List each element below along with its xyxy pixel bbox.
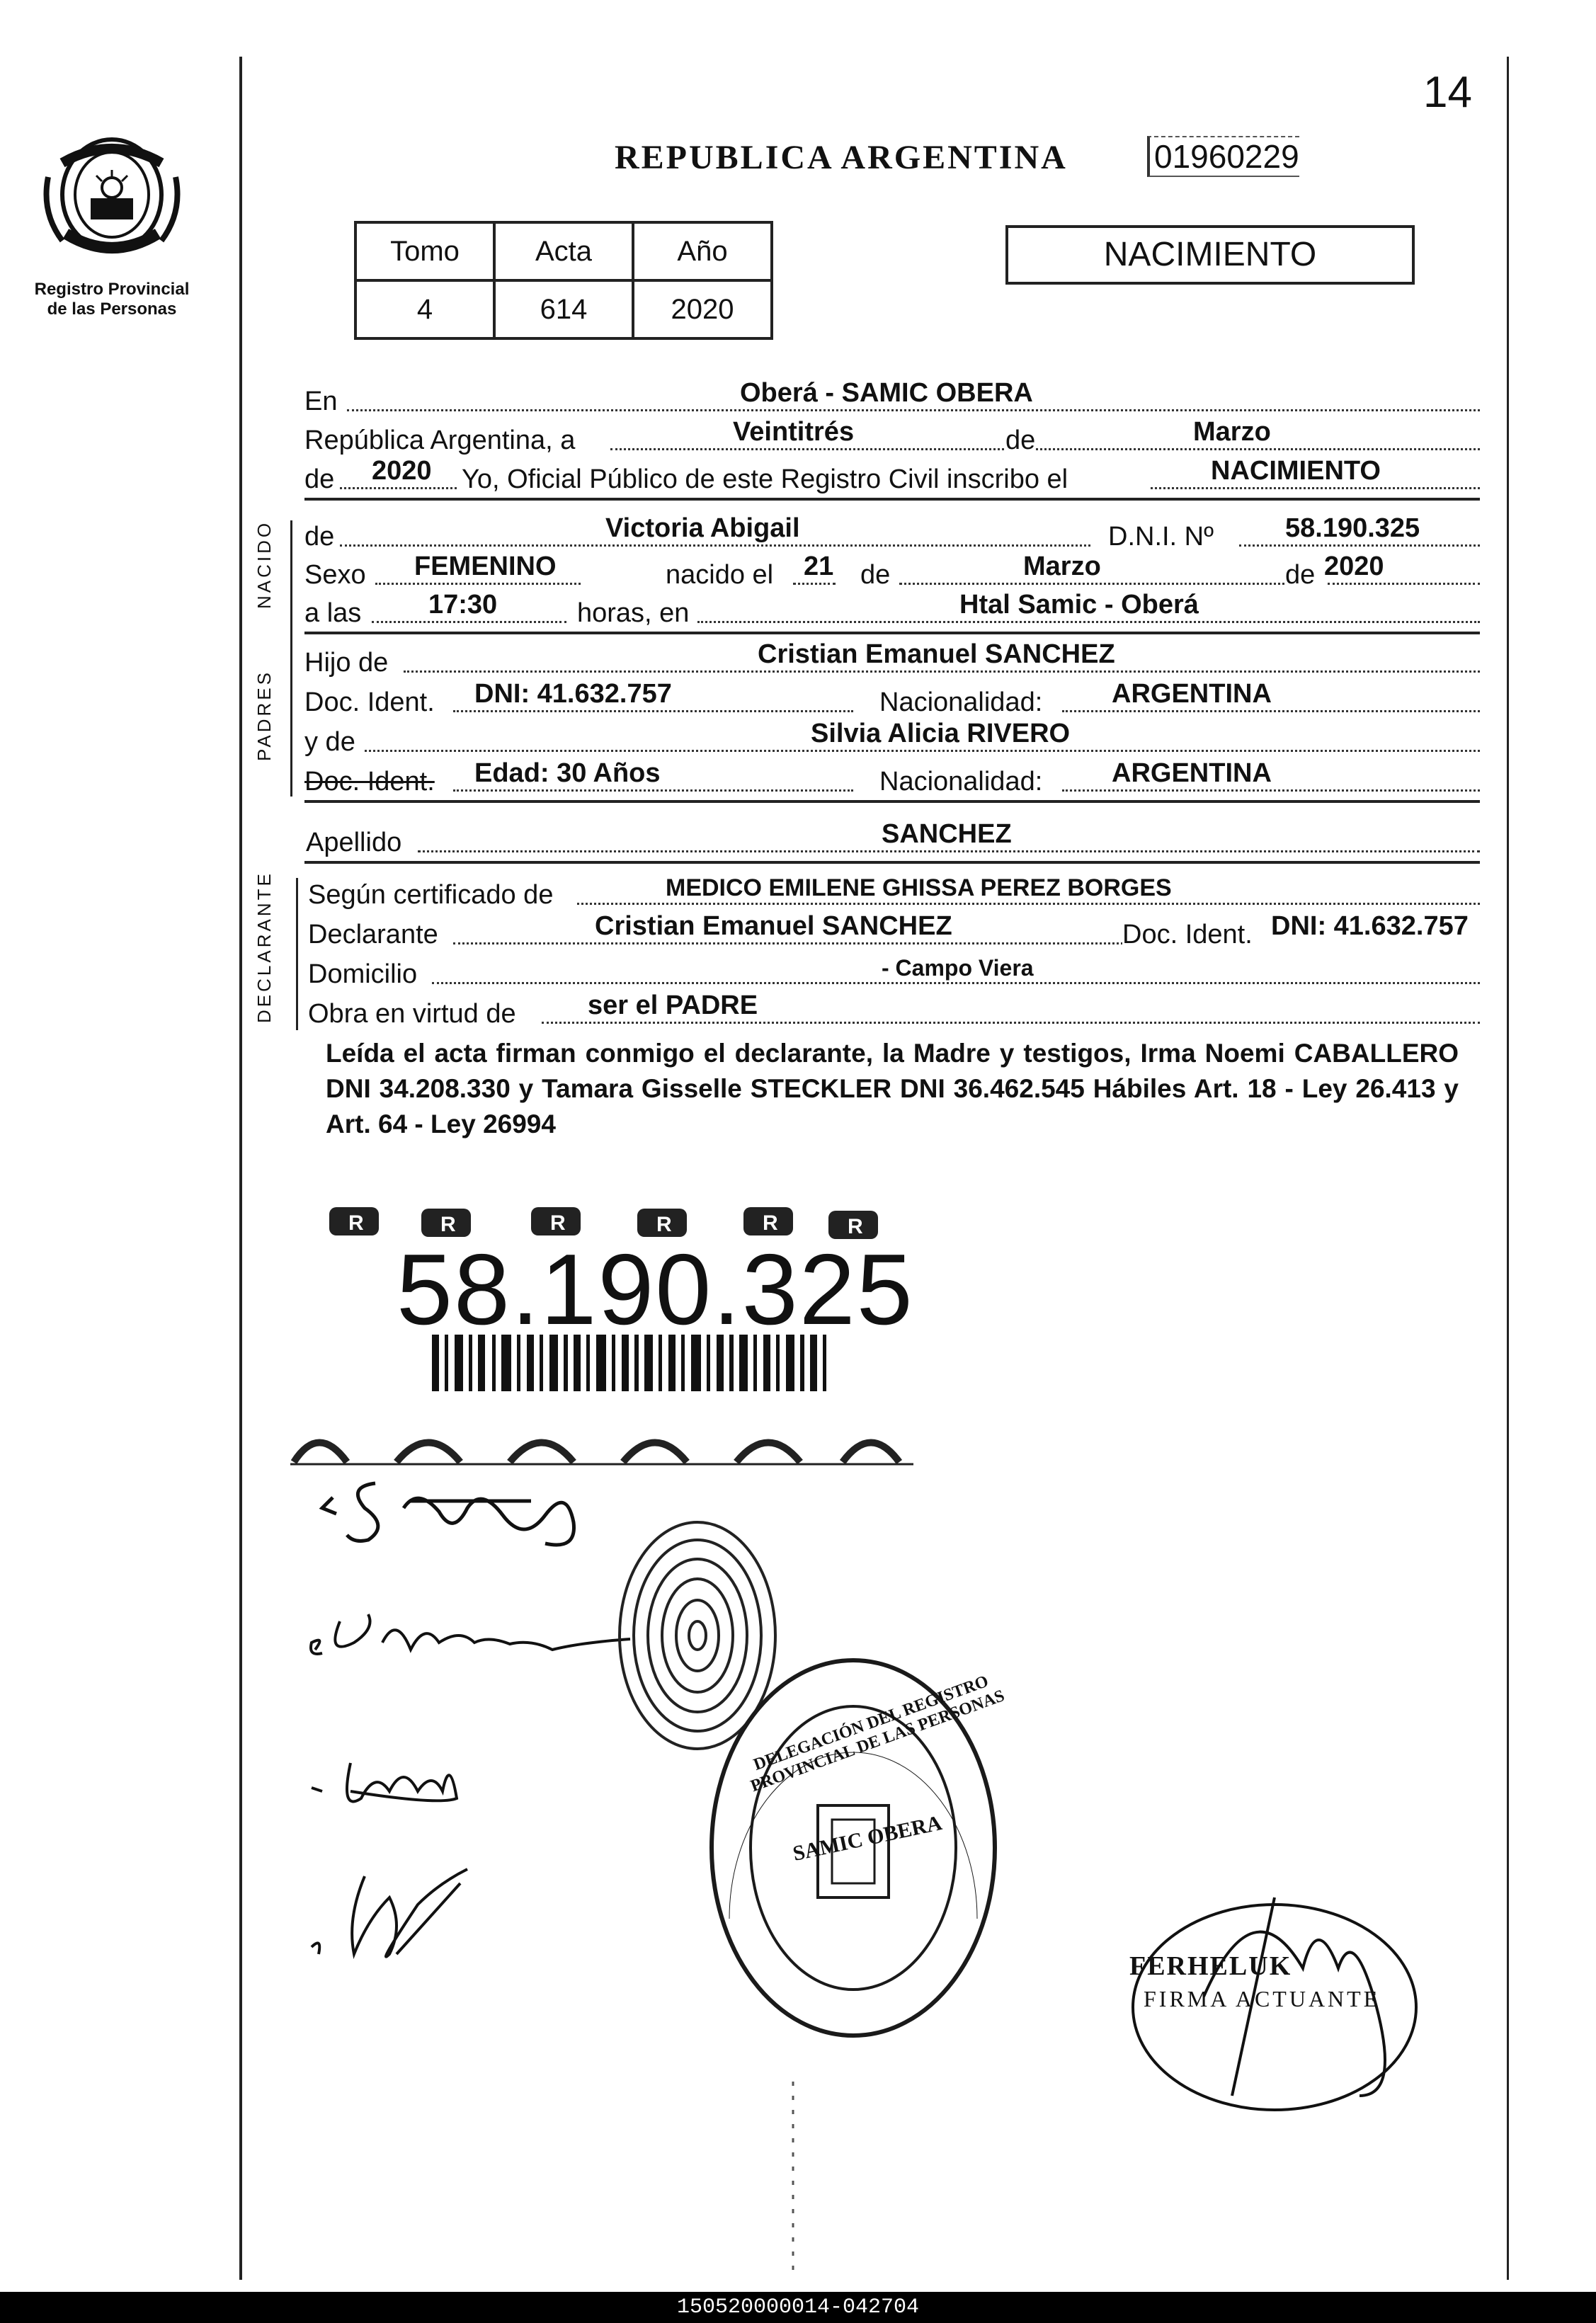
- label-certificado: Según certificado de: [308, 880, 554, 910]
- svg-text:R: R: [848, 1215, 863, 1238]
- official-stamp-name: FERHELUK: [1129, 1951, 1292, 1981]
- row-en: [304, 379, 1480, 418]
- reading-statement: Leída el acta firman conmigo el declarante, la Madre y testigos, Irma Noemi CABALLERO DNI 34.208.330 y Tamara Gisselle STECKLER DNI 36.462.545 Hábiles Art. 18 - Ley 26.413 y Art. 64 - Ley 26994: [326, 1039, 1459, 1138]
- value-mother-name: Silvia Alicia RIVERO: [811, 719, 1071, 748]
- value-mother-nationality: ARGENTINA: [1112, 758, 1272, 788]
- row-nacido-name: [304, 514, 1480, 554]
- row-father-doc: [304, 680, 1480, 719]
- document-title: REPUBLICA ARGENTINA: [615, 139, 1068, 176]
- row-hora: [304, 590, 1480, 630]
- label-de-name: de: [304, 522, 335, 552]
- value-father-doc: DNI: 41.632.757: [474, 679, 672, 709]
- label-sexo: Sexo: [304, 560, 366, 590]
- value-father-nationality: ARGENTINA: [1112, 679, 1272, 709]
- value-declarante-doc: DNI: 41.632.757: [1271, 911, 1469, 941]
- stamp-office-text: SAMIC OBERA: [790, 1811, 945, 1866]
- row-apellido: [304, 820, 1480, 860]
- label-doc-ident: Doc. Ident.: [304, 687, 435, 717]
- value-child-dni: 58.190.325: [1285, 513, 1420, 543]
- value-mother-doc: Edad: 30 Años: [474, 758, 661, 788]
- row-domicilio: [304, 952, 1480, 991]
- official-stamp-title: FIRMA ACTUANTE: [1144, 1986, 1381, 2011]
- registry-table: [354, 221, 773, 340]
- label-de-birth-year: de: [1285, 560, 1316, 590]
- label-de: de: [1005, 426, 1036, 455]
- label-de-year: de: [304, 464, 335, 494]
- value-birth-place: Htal Samic - Oberá: [959, 590, 1199, 620]
- signature-witness-1-icon: [311, 1614, 630, 1654]
- section-nacido-label: NACIDO: [253, 520, 275, 609]
- value-time: 17:30: [428, 590, 498, 620]
- value-inscribe: NACIMIENTO: [1211, 456, 1381, 486]
- left-margin-rule: [239, 57, 242, 2280]
- value-birth-year: 2020: [1324, 552, 1384, 581]
- value-obra: ser el PADRE: [588, 991, 758, 1020]
- label-declarante: Declarante: [308, 920, 438, 949]
- page-number: 14: [1423, 68, 1472, 117]
- row-y-de: [304, 719, 1480, 759]
- svg-text:R: R: [763, 1211, 778, 1235]
- value-child-name: Victoria Abigail: [605, 513, 800, 543]
- svg-text:R: R: [440, 1213, 456, 1236]
- table-value-acta: 614: [494, 280, 633, 338]
- row-declarante: [304, 912, 1480, 952]
- agency-name-line2: de las Personas: [47, 299, 177, 319]
- svg-text:R: R: [550, 1211, 566, 1235]
- row-certificado: [304, 872, 1480, 912]
- label-apellido: Apellido: [306, 828, 402, 857]
- label-doc-ident-decl: Doc. Ident.: [1122, 920, 1253, 949]
- provincial-seal-icon: [38, 120, 186, 276]
- row-inscribe: [304, 457, 1480, 496]
- barcode-number: 58.190.325: [397, 1233, 914, 1346]
- table-header-anio: Año: [633, 222, 772, 280]
- label-inscribe: Yo, Oficial Público de este Registro Civil inscribo el: [462, 464, 1068, 494]
- label-doc-ident-struck: Doc. Ident.: [304, 767, 435, 797]
- value-declarante: Cristian Emanuel SANCHEZ: [595, 911, 952, 941]
- row-hijo-de: [304, 640, 1480, 680]
- table-header-acta: Acta: [494, 222, 633, 280]
- label-nacido-el: nacido el: [666, 560, 774, 590]
- signature-witness-2-icon: [312, 1763, 457, 1801]
- value-place: Oberá - SAMIC OBERA: [740, 378, 1033, 408]
- label-en: En: [304, 387, 338, 416]
- signature-declarant-icon: [322, 1483, 574, 1545]
- label-y-de: y de: [304, 727, 355, 757]
- label-horas-en: horas, en: [577, 598, 690, 628]
- value-birth-month: Marzo: [1023, 552, 1101, 581]
- value-year: 2020: [372, 456, 432, 486]
- stamp-ring-text: DELEGACIÓN DEL REGISTRO PROVINCIAL DE LAS PERSONAS: [748, 1672, 1008, 1796]
- section-padres-label: PADRES: [253, 670, 275, 761]
- value-day-words: Veintitrés: [733, 417, 855, 447]
- document-footer-id: 150520000014-042704: [0, 2292, 1596, 2323]
- row-mother-doc: [304, 759, 1480, 799]
- value-birth-day: 21: [804, 552, 834, 581]
- label-republica: República Argentina, a: [304, 426, 576, 455]
- record-type-box: NACIMIENTO: [1005, 225, 1415, 285]
- table-value-tomo: 4: [355, 280, 494, 338]
- value-father-name: Cristian Emanuel SANCHEZ: [758, 639, 1115, 669]
- value-apellido: SANCHEZ: [882, 819, 1012, 849]
- label-obra: Obra en virtud de: [308, 999, 516, 1029]
- registry-logo: [27, 120, 197, 333]
- agency-name-line1: Registro Provincial: [34, 280, 190, 299]
- label-dni: D.N.I. Nº: [1108, 522, 1214, 552]
- svg-text:R: R: [656, 1213, 672, 1236]
- label-domicilio: Domicilio: [308, 959, 418, 989]
- svg-text:R: R: [348, 1211, 364, 1235]
- table-value-anio: 2020: [633, 280, 772, 338]
- value-sexo: FEMENINO: [414, 552, 557, 581]
- value-domicilio: - Campo Viera: [882, 955, 1034, 981]
- label-nacionalidad-2: Nacionalidad:: [879, 767, 1043, 797]
- label-a-las: a las: [304, 598, 362, 628]
- label-hijo-de: Hijo de: [304, 648, 389, 678]
- signature-mother-icon: [312, 1869, 467, 1957]
- serial-number: 01960229: [1147, 136, 1299, 177]
- row-obra: [304, 991, 1480, 1031]
- section-declarante-label: DECLARANTE: [253, 871, 275, 1023]
- row-republica: [304, 418, 1480, 457]
- signatures-and-stamps: [297, 1459, 1501, 2273]
- table-header-tomo: Tomo: [355, 222, 494, 280]
- label-de-month: de: [860, 560, 891, 590]
- right-margin-rule: [1507, 57, 1509, 2280]
- label-nacionalidad: Nacionalidad:: [879, 687, 1043, 717]
- value-certificado: MEDICO EMILENE GHISSA PEREZ BORGES: [666, 874, 1172, 901]
- row-sexo: [304, 552, 1480, 592]
- value-month: Marzo: [1193, 417, 1271, 447]
